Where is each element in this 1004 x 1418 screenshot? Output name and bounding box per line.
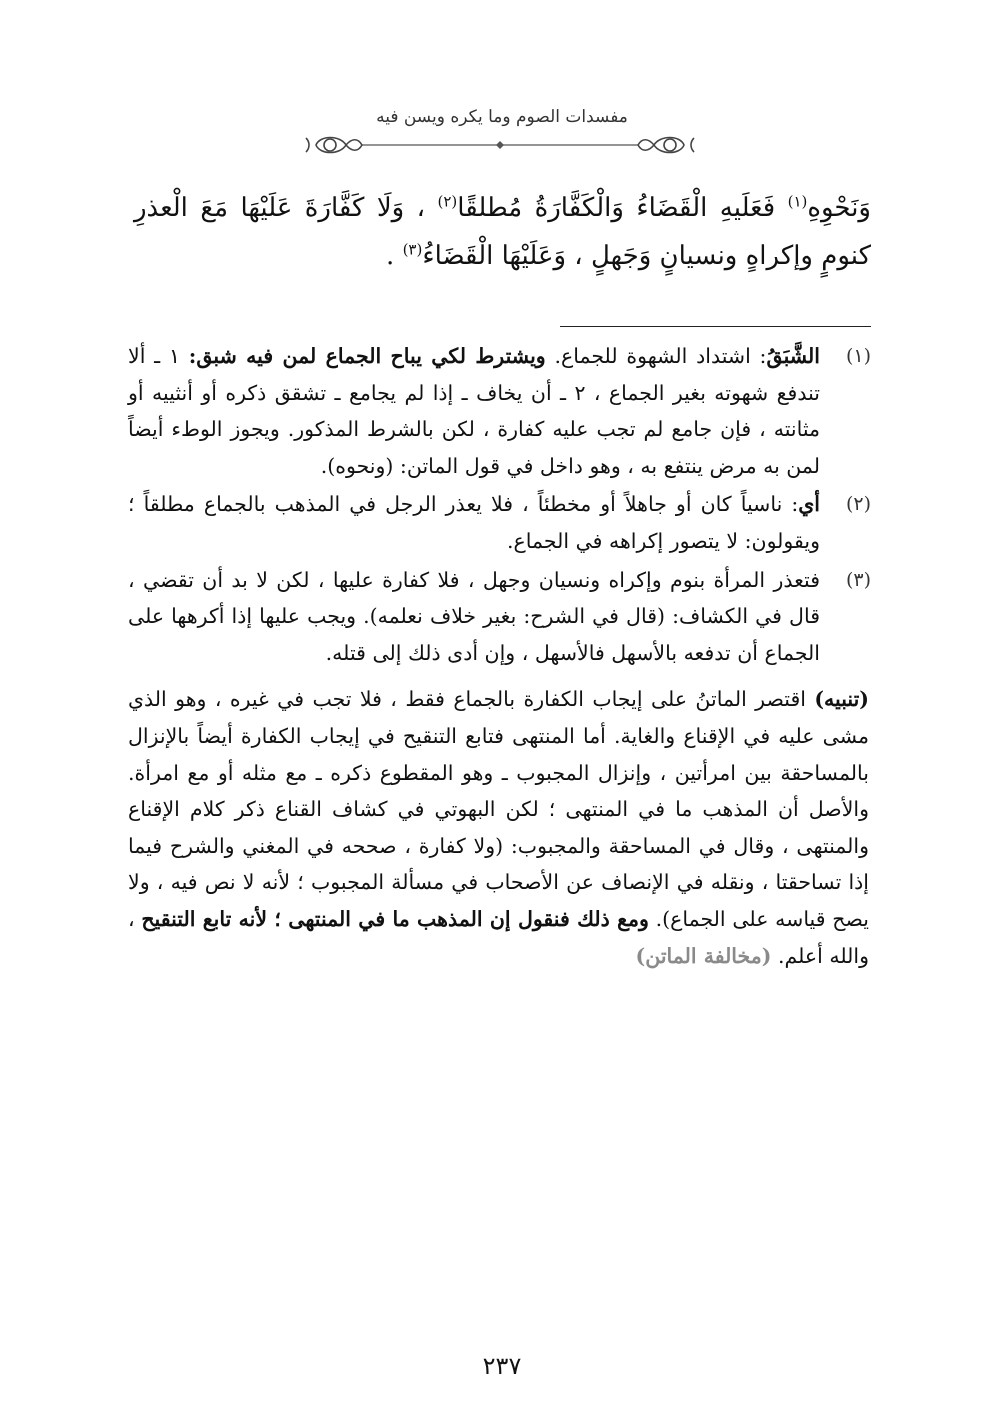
main-text-part: . (386, 241, 403, 271)
footnote-text: : ناسياً كان أو جاهلاً أو مخطئاً ، فلا يعذر الرجل في المذهب بالجماع مطلقاً ؛ ويقولون: لا يتصور إكراهه في الجماع. (128, 492, 820, 553)
tanbih-tag: (مخالفة الماتن) (635, 943, 772, 968)
footnote-2 (128, 486, 871, 559)
main-text (134, 184, 871, 280)
main-paragraph (134, 184, 871, 280)
main-text-part: ، وَلَا كَفَّارَةَ عَلَيْهَا مَعَ الْعذرِ كنومٍ وإكراهٍ ونسيانٍ وَجَهلٍ ، وَعَلَيْهَا الْقَضَاءُ (134, 193, 871, 271)
footnote-separator (560, 326, 871, 327)
footnote-number: (٢) (845, 493, 871, 516)
footnote-number: (٣) (845, 568, 871, 591)
footnote-number: (١) (845, 345, 871, 367)
main-text-part: فَعَلَيهِ الْقَضَاءُ وَالْكَفَّارَةُ مُطلقًا (457, 193, 788, 223)
footnote-3 (128, 562, 871, 672)
main-text-part: وَنَحْوِهِ (807, 193, 871, 223)
footnote-ref: (٣) (402, 240, 423, 259)
running-header (0, 106, 1004, 156)
footnote-ref: (١) (787, 192, 808, 211)
footnote-text: : اشتداد الشهوة للجماع. (545, 344, 767, 368)
footnote-text: ١ ـ ألا تندفع شهوته بغير الجماع ، ٢ ـ أن يخاف ـ إذا لم يجامع ـ تشقق ذكره أو أنثييه أو مثانته ، فإن جامع لم تجب عليه كفارة ، لكن بالشرط المذكور. ويجوز الوطء أيضاً لمن به مرض ينتفع به ، وهو داخل في قول الماتن: (ونحوه). (128, 344, 820, 478)
tanbih-text: اقتصر الماتنُ على إيجاب الكفارة بالجماع فقط ، فلا تجب في غيره ، وهو الذي مشى عليه في الإقناع والغاية. أما المنتهى فتابع التنقيح في إيجاب الكفارة أيضاً بالإنزال بالمساحقة بين امرأتين ، وإنزال المجبوب ـ وهو المقطوع ذكره ـ مع مثله أو مع امرأة. والأصل أن المذهب ما في المنتهى ؛ لكن البهوتي في كشاف القناع ذكر كلام الإقناع والمنتهى ، وقال في المساحقة والمجبوب: (ولا كفارة ، صححه في المغني والشرح فيما إذا تساحقتا ، ونقله في الإنصاف عن الأصحاب في مسألة المجبوب ؛ لأنه لا نص فيه ، ولا يصح قياسه على الجماع). (128, 687, 869, 931)
page-number: ٢٣٧ (482, 1352, 522, 1380)
header-ornament-icon (300, 132, 700, 158)
tanbih-text: ، والله أعلم. (128, 906, 869, 968)
footnote-text: فتعذر المرأة بنوم وإكراه ونسيان وجهل ، فلا كفارة عليها ، لكن لا بد أن تقضي ، قال في الكشاف: (قال في الشرح: بغير خلاف نعلمه). ويجب عليها إذا أكرهها على الجماع أن تدفعه بالأسهل فالأسهل ، وإن أدى ذلك إلى قتله. (128, 567, 820, 665)
tanbih-label: (تنبيه) (814, 687, 869, 712)
tanbih-paragraph (128, 681, 871, 974)
footnote-1 (128, 338, 871, 484)
tanbih-bold-text: ومع ذلك فنقول إن المذهب ما في المنتهى ؛ لأنه تابع التنقيح (141, 906, 649, 931)
header-title: مفسدات الصوم وما يكره ويسن فيه (376, 107, 628, 127)
footnote-term: أي (798, 492, 820, 517)
footnote-term: الشَّبَقُ (766, 344, 820, 368)
footnote-bold-text: ويشترط لكي يباح الجماع لمن فيه شبق: (188, 344, 546, 368)
footnote-ref: (٢) (437, 192, 458, 211)
footnotes (128, 338, 871, 974)
